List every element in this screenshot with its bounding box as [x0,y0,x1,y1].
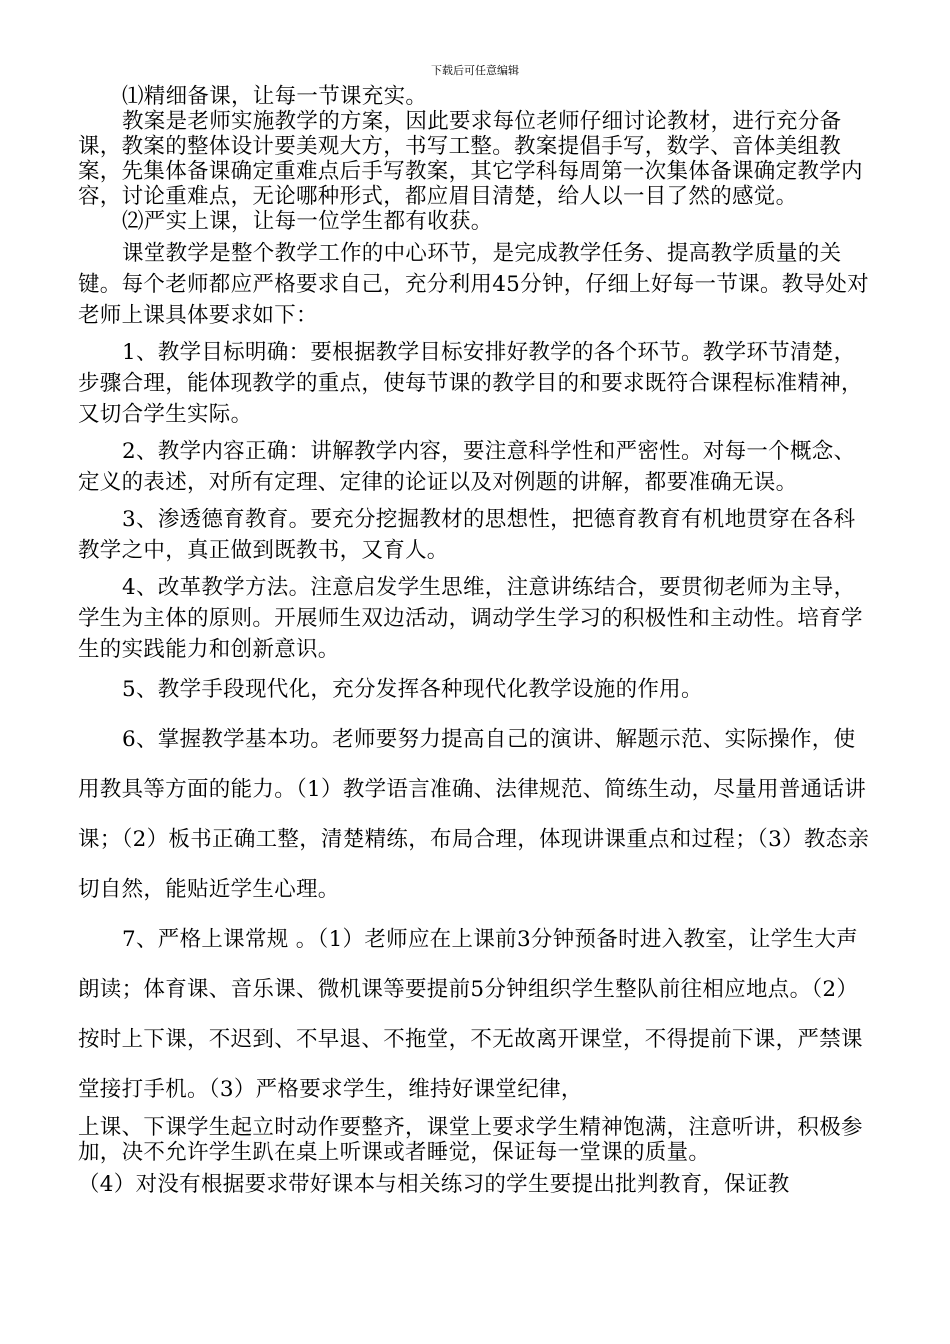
section-heading-1: ⑴精细备课，让每一节课充实。 [122,84,428,109]
list-item-1: 1、教学目标明确：要根据教学目标安排好教学的各个环节。教学环节清楚，步骤合理，能体现教学的重点，使每节课的教学目的和要求既符合课程标准精神，又切合学生实际。 [78,340,863,427]
list-item-7-subitem-4: （4）对没有根据要求带好课本与相关练习的学生要提出批判教育，保证教 [78,1172,790,1197]
list-item-7-continued: 上课、下课学生起立时动作要整齐，课堂上要求学生精神饱满，注意听讲，积极参加，决不允许学生趴在桌上听课或者睡觉，保证每一堂课的质量。 [78,1115,863,1165]
paragraph-classroom-teaching: 课堂教学是整个教学工作的中心环节，是完成教学任务、提高教学质量的关键。每个老师都应严格要求自己，充分利用45分钟，仔细上好每一节课。教导处对老师上课具体要求如下： [78,241,869,328]
section-heading-2: ⑵严实上课，让每一位学生都有收获。 [122,209,493,234]
document-body [78,84,876,1200]
paragraph-lesson-plans: 教案是老师实施教学的方案，因此要求每位老师仔细讨论教材，进行充分备课，教案的整体设计要美观大方，书写工整。教案提倡手写，数学、音体美组教案，先集体备课确定重难点后手写教案，其它学科每周第一次集体备课确定教学内容，讨论重难点，无论哪种形式，都应眉目清楚，给人以一目了然的感觉。 [78,109,863,209]
list-item-2: 2、教学内容正确：讲解教学内容，要注意科学性和严密性。对每一个概念、定义的表述，对所有定理、定律的论证以及对例题的讲解，都要准确无误。 [78,439,856,495]
list-item-7: 7、严格上课常规 。（1）老师应在上课前3分钟预备时进入教室，让学生大声朗读；体育课、音乐课、微机课等要提前5分钟组织学生整队前往相应地点。（2）按时上下课，不迟到、不早退、不拖堂，不无故离开课堂，不得提前下课，严禁课堂接打手机。（3）严格要求学生，维持好课堂纪律， [78,927,863,1102]
list-item-4: 4、改革教学方法。注意启发学生思维，注意讲练结合，要贯彻老师为主导，学生为主体的原则。开展师生双边活动，调动学生学习的积极性和主动性。培育学生的实践能力和创新意识。 [78,575,863,662]
page-header: 下载后可任意编辑 [431,64,519,77]
list-item-3: 3、渗透德育教育。要充分挖掘教材的思想性，把德育教育有机地贯穿在各科教学之中，真正做到既教书，又育人。 [78,507,856,563]
list-item-5: 5、教学手段现代化，充分发挥各种现代化教学设施的作用。 [122,677,703,702]
list-item-6: 6、掌握教学基本功。老师要努力提高自己的演讲、解题示范、实际操作，使用教具等方面的能力。（1）教学语言准确、法律规范、简练生动，尽量用普通话讲课；（2）板书正确工整，清楚精练，布局合理，体现讲课重点和过程；（3）教态亲切自然，能贴近学生心理。 [78,727,870,902]
